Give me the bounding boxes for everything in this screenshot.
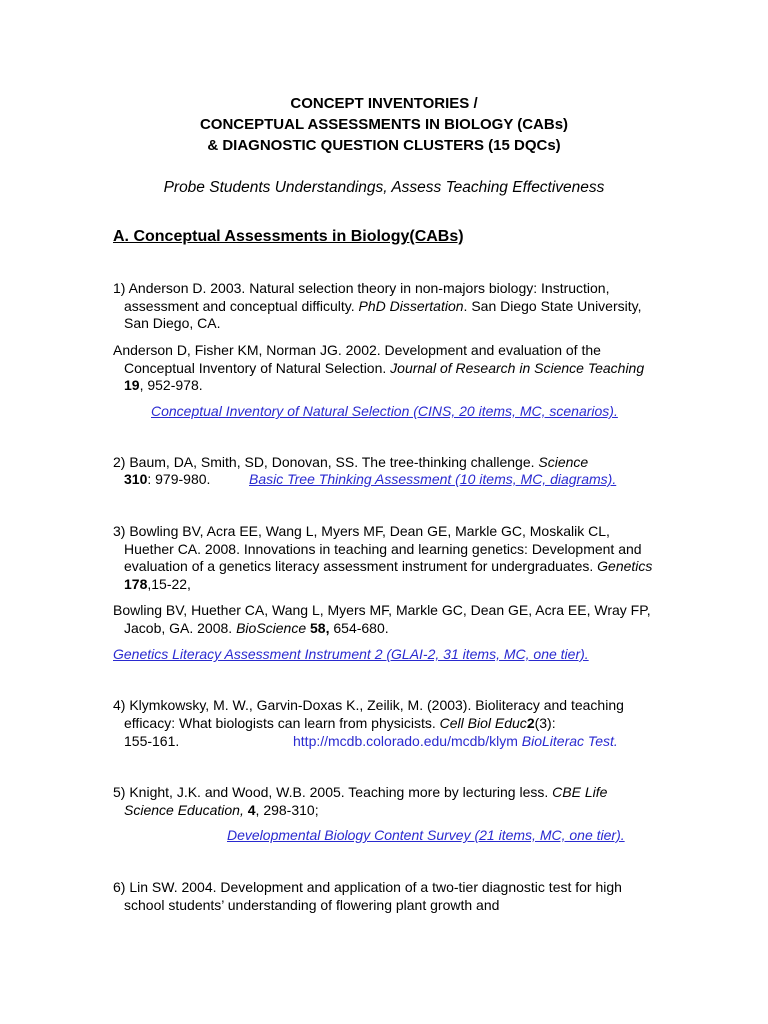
subtitle: Probe Students Understandings, Assess Teaching Effectiveness bbox=[163, 179, 605, 196]
bioliteracy-test-label: BioLiterac Test. bbox=[521, 733, 618, 749]
devbio-survey-link[interactable]: Developmental Biology Content Survey (21 items, MC, one tier). bbox=[227, 827, 625, 843]
bioliteracy-url-line bbox=[293, 733, 618, 751]
reference-5: 5) Knight, J.K. and Wood, W.B. 2005. Teaching more by lecturing less. CBE Life Science Education, 4, 298-310; bbox=[113, 784, 608, 818]
title-line-1: CONCEPT INVENTORIES / bbox=[290, 95, 478, 112]
reference-1a: 1) Anderson D. 2003. Natural selection theory in non-majors biology: Instruction, assessment and conceptual difficulty. PhD Dissertation. San Diego State University, San Diego, CA. bbox=[113, 280, 642, 331]
reference-2-volume-line: 310: 979-980. bbox=[124, 471, 211, 487]
reference-3a: 3) Bowling BV, Acra EE, Wang L, Myers MF, Dean GE, Markle GC, Moskalik CL, Huether CA. 2008. Innovations in teaching and learning genetics: Development and evaluation of a genetics literacy assessment instrument for undergraduates. Genetics 178,15-22, bbox=[113, 523, 653, 592]
glai-link[interactable]: Genetics Literacy Assessment Instrument 2 (GLAI-2, 31 items, MC, one tier). bbox=[113, 646, 589, 662]
tree-thinking-link[interactable]: Basic Tree Thinking Assessment (10 items, MC, diagrams). bbox=[249, 471, 617, 487]
section-heading-a: A. Conceptual Assessments in Biology(CABs) bbox=[113, 228, 464, 245]
reference-3b: Bowling BV, Huether CA, Wang L, Myers MF, Markle GC, Dean GE, Acra EE, Wray FP, Jacob, GA. 2008. BioScience 58, 654-680. bbox=[113, 602, 651, 636]
reference-1b: Anderson D, Fisher KM, Norman JG. 2002. Development and evaluation of the Conceptual Inventory of Natural Selection. Journal of Research in Science Teaching 19, 952-978. bbox=[113, 342, 645, 393]
reference-4: 4) Klymkowsky, M. W., Garvin-Doxas K., Zeilik, M. (2003). Bioliteracy and teaching efficacy: What biologists can learn from physicists. Cell Biol Educ2(3): bbox=[113, 697, 624, 731]
reference-4-pages-line: 155-161. bbox=[124, 733, 180, 749]
cins-link[interactable]: Conceptual Inventory of Natural Selection (CINS, 20 items, MC, scenarios). bbox=[151, 403, 618, 419]
reference-1 bbox=[113, 280, 658, 333]
reference-6: 6) Lin SW. 2004. Development and application of a two-tier diagnostic test for high school students’ understanding of flowering plant growth and bbox=[113, 879, 622, 913]
title-line-3: & DIAGNOSTIC QUESTION CLUSTERS (15 DQCs) bbox=[207, 137, 561, 154]
reference-2: 2) Baum, DA, Smith, SD, Donovan, SS. The tree-thinking challenge. Science bbox=[113, 454, 589, 470]
bioliteracy-url-link[interactable]: http://mcdb.colorado.edu/mcdb/klym bbox=[293, 733, 518, 749]
title-line-2: CONCEPTUAL ASSESSMENTS IN BIOLOGY (CABs) bbox=[199, 116, 569, 133]
